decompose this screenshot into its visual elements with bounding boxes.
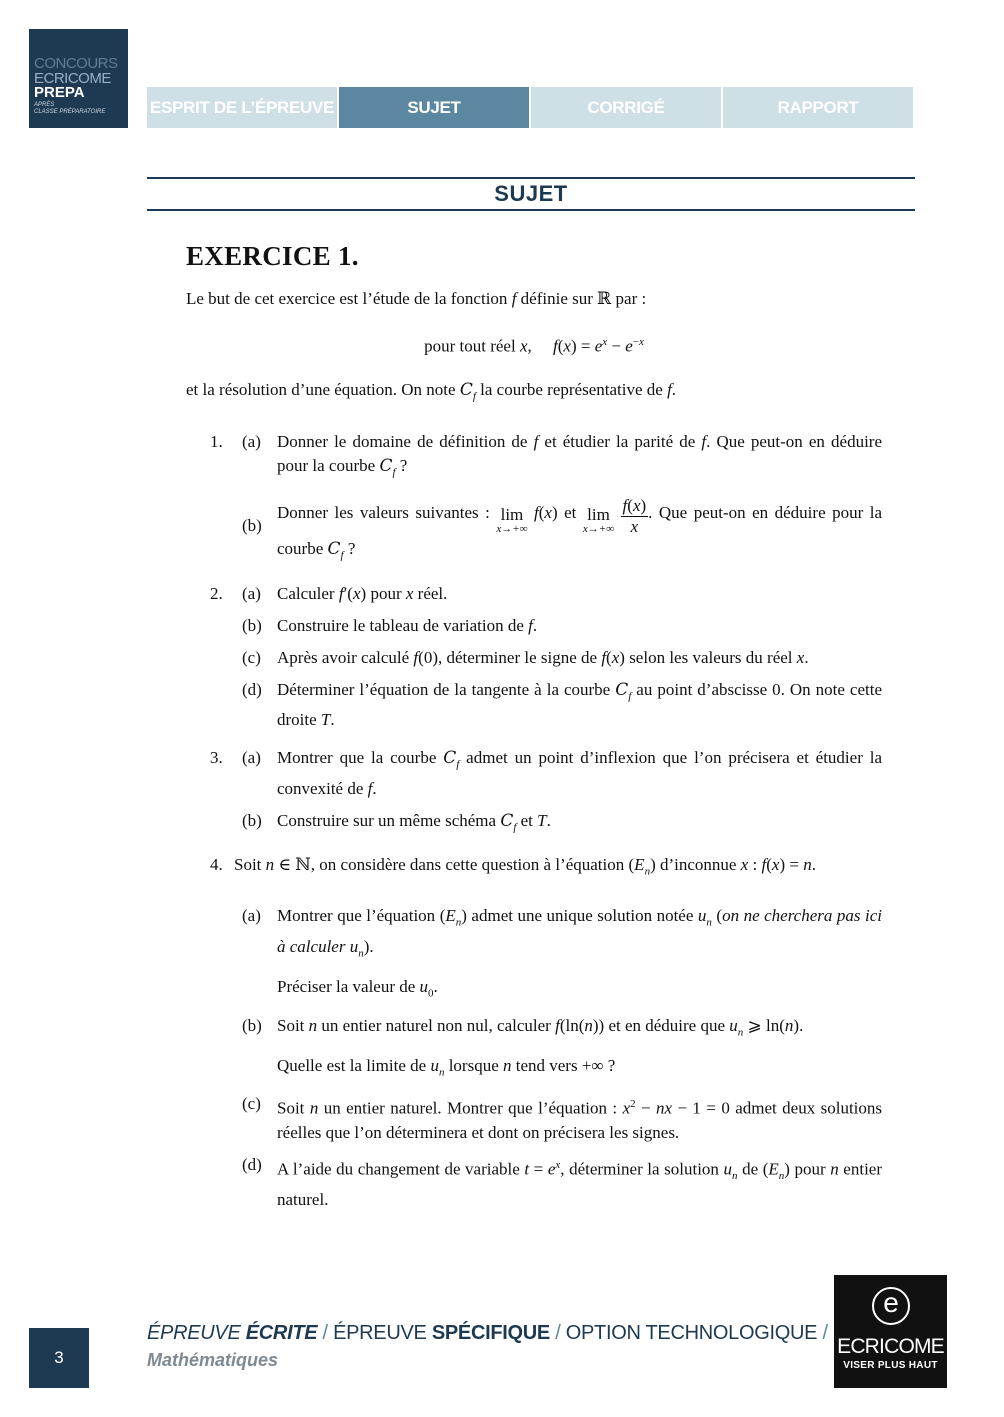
exercise-intro: Le but de cet exercice est l’étude de la fonction f définie sur ℝ par : xyxy=(186,289,647,308)
logo-line-prepa: PREPA xyxy=(34,84,85,101)
question-number: 3. xyxy=(210,748,223,768)
ecricome-prepa-logo xyxy=(29,29,128,128)
logo-line-classe: CLASSE PRÉPARATOIRE xyxy=(34,109,106,115)
tab-sujet[interactable]: SUJET xyxy=(339,87,529,128)
function-definition: pour tout réel x, $f(x) = e^x - e^{-x}$ xyxy=(424,336,644,356)
question-4a-extra: Préciser la valeur de $u_0$. xyxy=(277,977,438,1000)
question-4c: (c) Soit n un entier naturel. Montrer que l’équation : $x^2$ − nx − 1 = 0 admet deux solutions réelles que l’on déterminera et dont on précisera les signes. xyxy=(242,1094,883,1142)
question-4-stem: Soit n ∈ ℕ, on considère dans cette question à l’équation $(E_n)$ d’inconnue x : f(x) = n. xyxy=(234,855,816,878)
ecricome-e-icon: e xyxy=(883,1287,899,1318)
exercise-title: EXERCICE 1. xyxy=(186,241,359,271)
section-title: SUJET xyxy=(494,181,568,206)
question-number: 4. xyxy=(210,855,223,874)
question-4b-extra: Quelle est la limite de $u_n$ lorsque n tend vers +∞ ? xyxy=(277,1055,616,1079)
question-3b: (b) Construire sur un même schéma $C_f$ et T. xyxy=(242,810,551,833)
question-2d: (d) Déterminer l’équation de la tangente à la courbe $C_f$ au point d’abscisse 0. On note cette droite T. xyxy=(242,679,882,730)
tab-rapport[interactable]: RAPPORT xyxy=(723,87,913,128)
tab-esprit[interactable]: ESPRIT DE L’ÉPREUVE xyxy=(147,87,337,128)
question-1a: (a) Donner le domaine de définition de f et étudier la parité de f. Que peut-on en déduire pour la courbe $C_f$ ? xyxy=(242,432,882,479)
question-1b: (b) Donner les valeurs suivantes : lim x→+∞ f(x) et lim x→+∞ $\frac{f(x)}{x}$ . Que peut-on en déduire pour la courbe $C_f$ ? xyxy=(242,496,883,562)
footer-exam-type: ÉPREUVE ÉCRITE / ÉPREUVE SPÉCIFIQUE / OPTION TECHNOLOGIQUE / xyxy=(147,1322,828,1344)
logo-line-apres: APRÈS xyxy=(34,102,55,108)
ecricome-logo-tagline: VISER PLUS HAUT xyxy=(843,1360,938,1371)
question-number: 1. xyxy=(210,432,223,452)
exercise-outro: et la résolution d’une équation. On note $C_f$ la courbe représentative de f. xyxy=(186,379,677,403)
section-rule-top xyxy=(147,177,915,179)
footer-subject: Mathématiques xyxy=(147,1350,279,1370)
question-1 xyxy=(186,430,882,568)
ecricome-logo xyxy=(834,1275,947,1388)
question-2 xyxy=(186,582,882,732)
exercise-content xyxy=(186,238,882,1212)
logo-line-ecricome: ECRICOME xyxy=(34,70,111,87)
section-tabs xyxy=(147,87,915,128)
question-4d: (d) A l’aide du changement de variable $t = e^x$, déterminer la solution $u_n$ de $(E_n)$ pour n entier naturel. xyxy=(242,1155,883,1210)
ecricome-logo-name: ECRICOME xyxy=(837,1335,944,1358)
question-2a: (a) Calculer f′(x) pour x réel. xyxy=(242,583,448,603)
question-4a: (a) Montrer que l’équation $(E_n)$ admet une unique solution notée $u_n$ (on ne cherchera pas ici à calculer $u_n$). Préciser la valeur de $u_0$. xyxy=(186,904,882,1005)
logo-line-concours: CONCOURS xyxy=(34,55,118,72)
question-number: 2. xyxy=(210,583,223,603)
question-4 xyxy=(186,853,882,1212)
question-3a: (a) Montrer que la courbe $C_f$ admet un point d’inflexion que l’on précisera et étudier la convexité de f. xyxy=(242,748,882,798)
question-2b: (b) Construire le tableau de variation de f. xyxy=(242,615,538,635)
question-3 xyxy=(186,746,882,839)
question-4b: (b) Soit n un entier naturel non nul, calculer f(ln(n)) et en déduire que $u_n$ ⩾ ln(n). Quelle est la limite de $u_n$ lorsque n tend vers +∞ ? xyxy=(186,1014,882,1085)
question-2c: (c) Après avoir calculé f(0), déterminer le signe de f(x) selon les valeurs du réel x. xyxy=(242,647,809,667)
tab-corrige[interactable]: CORRIGÉ xyxy=(531,87,721,128)
section-rule-bottom xyxy=(147,209,915,211)
page-number: 3 xyxy=(29,1328,89,1388)
